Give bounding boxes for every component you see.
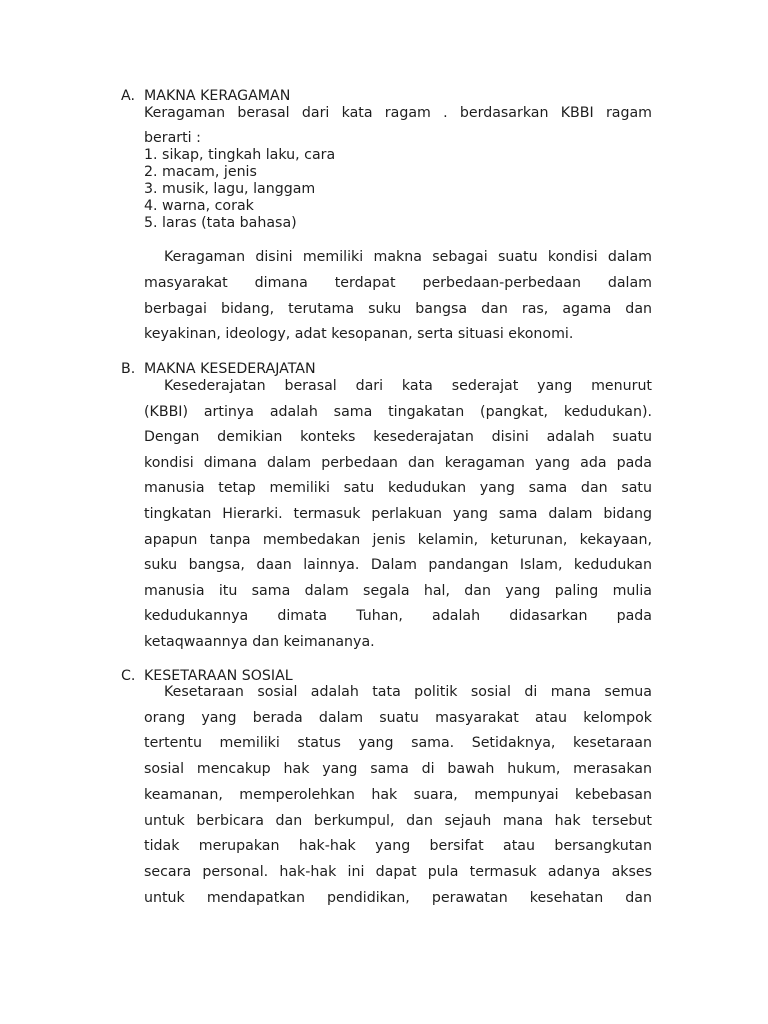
section-heading: KESETARAAN SOSIAL xyxy=(144,668,293,684)
text-line: untuk berbicara dan berkumpul, dan sejauh mana hak tersebut xyxy=(144,813,652,829)
text-line: masyarakat dimana terdapat perbedaan-perbedaan dalam xyxy=(144,275,652,291)
text-line: Dengan demikian konteks kesederajatan disini adalah suatu xyxy=(144,429,652,445)
text-line: kondisi dimana dalam perbedaan dan keragaman yang ada pada xyxy=(144,455,652,471)
text-line: tertentu memiliki status yang sama. Setidaknya, kesetaraan xyxy=(144,735,652,751)
text-line: Keragaman disini memiliki makna sebagai suatu kondisi dalam xyxy=(164,249,652,265)
text-line: tidak merupakan hak-hak yang bersifat atau bersangkutan xyxy=(144,838,652,854)
text-line: manusia itu sama dalam segala hal, dan yang paling mulia xyxy=(144,583,652,599)
section-marker: A. xyxy=(121,88,135,104)
text-line: Keragaman berasal dari kata ragam . berdasarkan KBBI ragam xyxy=(144,105,652,121)
text-line: Kesederajatan berasal dari kata sederajat yang menurut xyxy=(164,378,652,394)
text-line: apapun tanpa membedakan jenis kelamin, keturunan, kekayaan, xyxy=(144,532,652,548)
text-line: keamanan, memperolehkan hak suara, mempunyai kebebasan xyxy=(144,787,652,803)
section-heading: MAKNA KERAGAMAN xyxy=(144,88,291,104)
text-line: ketaqwaannya dan keimananya. xyxy=(144,634,375,650)
text-line: suku bangsa, daan lainnya. Dalam pandangan Islam, kedudukan xyxy=(144,557,652,573)
section-heading: MAKNA KESEDERAJATAN xyxy=(144,361,316,377)
text-line: orang yang berada dalam suatu masyarakat atau kelompok xyxy=(144,710,652,726)
list-item: 1. sikap, tingkah laku, cara xyxy=(144,147,336,163)
section-marker: B. xyxy=(121,361,136,377)
text-line: tingkatan Hierarki. termasuk perlakuan yang sama dalam bidang xyxy=(144,506,652,522)
text-line: keyakinan, ideology, adat kesopanan, serta situasi ekonomi. xyxy=(144,326,574,342)
text-line: kedudukannya dimata Tuhan, adalah didasarkan pada xyxy=(144,608,652,624)
section-marker: C. xyxy=(121,668,136,684)
text-line: secara personal. hak-hak ini dapat pula termasuk adanya akses xyxy=(144,864,652,880)
text-line: sosial mencakup hak yang sama di bawah hukum, merasakan xyxy=(144,761,652,777)
text-line: (KBBI) artinya adalah sama tingakatan (pangkat, kedudukan). xyxy=(144,404,652,420)
list-item: 2. macam, jenis xyxy=(144,164,257,180)
text-line: untuk mendapatkan pendidikan, perawatan kesehatan dan xyxy=(144,890,652,906)
text-line: Kesetaraan sosial adalah tata politik sosial di mana semua xyxy=(164,684,652,700)
text-line: berbagai bidang, terutama suku bangsa dan ras, agama dan xyxy=(144,301,652,317)
list-item: 3. musik, lagu, langgam xyxy=(144,181,316,197)
text-line: berarti : xyxy=(144,130,201,146)
list-item: 5. laras (tata bahasa) xyxy=(144,215,297,231)
list-item: 4. warna, corak xyxy=(144,198,254,214)
text-line: manusia tetap memiliki satu kedudukan yang sama dan satu xyxy=(144,480,652,496)
